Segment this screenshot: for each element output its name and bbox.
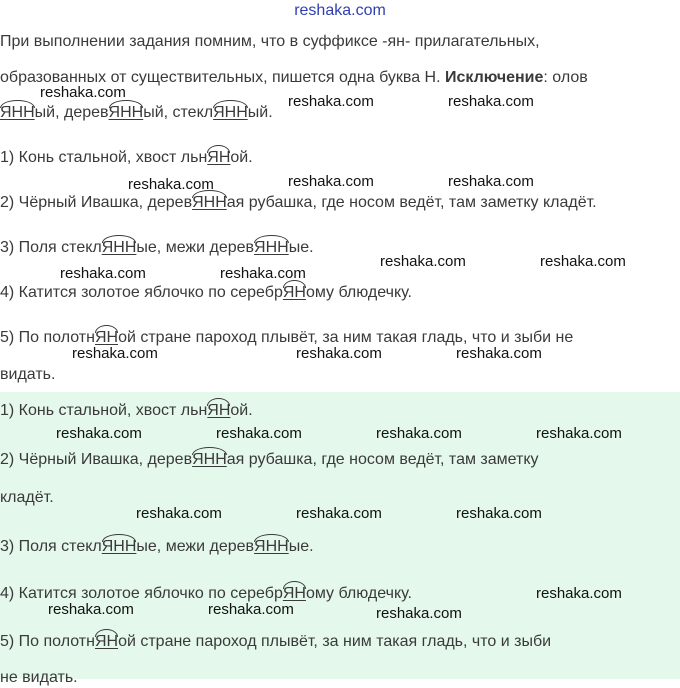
watermark: reshaka.com	[296, 345, 382, 362]
suffix-mark: ЯНН	[254, 239, 289, 256]
suffix-mark: ЯНН	[192, 451, 227, 468]
suffix-mark: ЯН	[94, 633, 119, 650]
suffix-mark: ЯН	[207, 402, 231, 419]
answer-item-5: 5) По полотнЯНой стране пароход плывёт, за ним такая гладь, что и зыби	[0, 633, 552, 650]
suffix-mark: ЯНН	[101, 538, 137, 555]
answer-item-2-cont: кладёт.	[0, 489, 54, 506]
site-logo[interactable]: reshaka.com	[294, 2, 386, 19]
watermark: reshaka.com	[128, 176, 214, 193]
answer-item-1: 1) Конь стальной, хвост льнЯНой.	[0, 402, 253, 419]
watermark: reshaka.com	[456, 505, 542, 522]
suffix-mark: ЯН	[282, 284, 306, 301]
watermark: reshaka.com	[48, 601, 134, 618]
answer-item-2: 2) Чёрный Ивашка, деревЯННая рубашка, где носом ведёт, там заметку	[0, 451, 539, 468]
answer-item-3: 3) Поля стеклЯННые, межи деревЯННые.	[0, 538, 314, 555]
suffix-mark: ЯНН	[101, 239, 137, 256]
answer-item-4: 4) Катится золотое яблочко по серебрЯНому блюдечку.	[0, 585, 412, 602]
watermark: reshaka.com	[208, 601, 294, 618]
watermark: reshaka.com	[288, 93, 374, 110]
watermark: reshaka.com	[376, 605, 462, 622]
watermark: reshaka.com	[540, 253, 626, 270]
watermark: reshaka.com	[536, 585, 622, 602]
watermark: reshaka.com	[376, 425, 462, 442]
suffix-mark: ЯН	[207, 149, 231, 166]
task-item-4: 4) Катится золотое яблочко по серебрЯНому блюдечку.	[0, 284, 412, 301]
watermark: reshaka.com	[456, 345, 542, 362]
suffix-mark: ЯНН	[213, 104, 248, 121]
answer-item-5-cont: не видать.	[0, 669, 78, 686]
task-item-5-cont: видать.	[0, 366, 56, 383]
exception-label: Исключение	[445, 69, 544, 86]
suffix-mark: ЯНН	[192, 194, 227, 211]
watermark: reshaka.com	[72, 345, 158, 362]
task-item-1: 1) Конь стальной, хвост льнЯНой.	[0, 149, 253, 166]
watermark: reshaka.com	[60, 265, 146, 282]
watermark: reshaka.com	[216, 425, 302, 442]
intro-line-2: образованных от существительных, пишется одна буква Н. Исключение: олов	[0, 69, 588, 86]
watermark: reshaka.com	[40, 84, 126, 101]
watermark: reshaka.com	[380, 253, 466, 270]
watermark: reshaka.com	[288, 173, 374, 190]
watermark: reshaka.com	[220, 265, 306, 282]
suffix-mark: ЯН	[94, 329, 119, 346]
suffix-mark: ЯНН	[0, 104, 35, 121]
intro-line-3: ЯННый, деревЯННый, стеклЯННый.	[0, 104, 273, 121]
watermark: reshaka.com	[296, 505, 382, 522]
task-item-3: 3) Поля стеклЯННые, межи деревЯННые.	[0, 239, 314, 256]
watermark: reshaka.com	[448, 93, 534, 110]
task-item-5: 5) По полотнЯНой стране пароход плывёт, за ним такая гладь, что и зыби не	[0, 329, 574, 346]
suffix-mark: ЯНН	[108, 104, 144, 121]
watermark: reshaka.com	[56, 425, 142, 442]
task-item-2: 2) Чёрный Ивашка, деревЯННая рубашка, где носом ведёт, там заметку кладёт.	[0, 194, 597, 211]
suffix-mark: ЯНН	[254, 538, 289, 555]
watermark: reshaka.com	[448, 173, 534, 190]
watermark: reshaka.com	[536, 425, 622, 442]
intro-line-1: При выполнении задания помним, что в суффиксе -ян- прилагательных,	[0, 33, 540, 50]
watermark: reshaka.com	[136, 505, 222, 522]
suffix-mark: ЯН	[282, 585, 306, 602]
